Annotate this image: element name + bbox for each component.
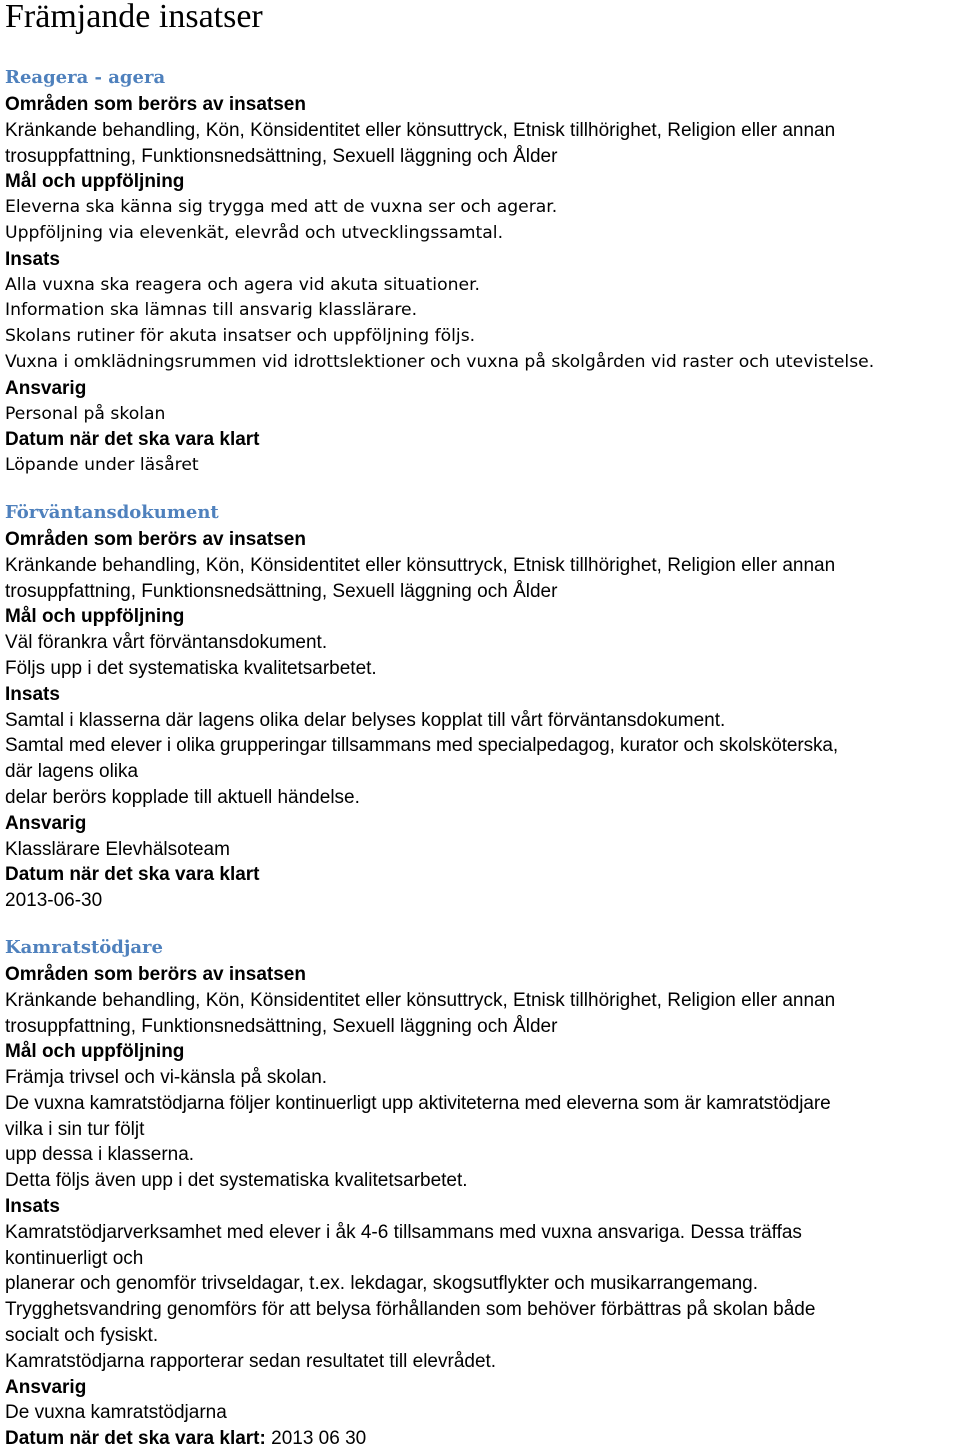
omraden-label: Områden som berörs av insatsen xyxy=(5,528,306,550)
ansvarig-value: Klasslärare Elevhälsoteam xyxy=(5,838,230,860)
datum-value: Löpande under läsåret xyxy=(5,455,199,476)
mal-line: Följs upp i det systematiska kvalitetsarbetet. xyxy=(5,657,377,679)
insats-line: planerar och genomför trivseldagar, t.ex. lekdagar, skogsutflykter och musikarrangemang. xyxy=(5,1273,758,1295)
insats-line: Skolans rutiner för akuta insatser och uppföljning följs. xyxy=(5,326,476,347)
insats-line: Samtal med elever i olika grupperingar tillsammans med specialpedagog, kurator och skolsköterska, xyxy=(5,735,839,757)
insats-line: där lagens olika xyxy=(5,761,139,783)
omraden-line: Kränkande behandling, Kön, Könsidentitet eller könsuttryck, Etnisk tillhörighet, Religion eller annan xyxy=(5,554,836,576)
ansvarig-value: De vuxna kamratstödjarna xyxy=(5,1402,227,1424)
insats-line: kontinuerligt och xyxy=(5,1247,144,1269)
mal-line: Väl förankra vårt förväntansdokument. xyxy=(5,632,328,654)
mal-line: vilka i sin tur följt xyxy=(5,1118,145,1140)
datum-value: 2013-06-30 xyxy=(5,890,103,912)
section-heading: Reagera - agera xyxy=(5,67,166,88)
omraden-line: trosuppfattning, Funktionsnedsättning, Sexuell läggning och Ålder xyxy=(5,580,558,602)
insats-line: Kamratstödjarna rapporterar sedan resultatet till elevrådet. xyxy=(5,1350,497,1372)
mal-label: Mål och uppföljning xyxy=(5,1041,185,1063)
mal-label: Mål och uppföljning xyxy=(5,171,185,193)
ansvarig-label: Ansvarig xyxy=(5,1376,87,1398)
section-forvantansdokument xyxy=(5,499,960,914)
datum-label: Datum när det ska vara klart xyxy=(5,864,260,886)
mal-line: Uppföljning via elevenkät, elevråd och utvecklingssamtal. xyxy=(5,222,504,243)
ansvarig-value: Personal på skolan xyxy=(5,403,166,424)
mal-label: Mål och uppföljning xyxy=(5,606,185,628)
insats-line: Vuxna i omklädningsrummen vid idrottslektioner och vuxna på skolgården vid raster och utevistelse. xyxy=(5,351,875,372)
insats-label: Insats xyxy=(5,248,60,270)
insats-label: Insats xyxy=(5,683,60,705)
mal-line: Eleverna ska känna sig trygga med att de vuxna ser och agerar. xyxy=(5,197,558,218)
section-kamratstodjare xyxy=(5,934,960,1452)
insats-line: Kamratstödjarverksamhet med elever i åk 4-6 tillsammans med vuxna ansvariga. Dessa träffas xyxy=(5,1221,802,1243)
ansvarig-label: Ansvarig xyxy=(5,812,87,834)
mal-line: upp dessa i klasserna. xyxy=(5,1144,195,1166)
mal-line: Främja trivsel och vi-känsla på skolan. xyxy=(5,1067,328,1089)
section-reagera-agera xyxy=(5,64,960,479)
insats-line: Trygghetsvandring genomförs för att belysa förhållanden som behöver förbättras på skolan både xyxy=(5,1299,816,1321)
datum-label: Datum när det ska vara klart: xyxy=(5,1428,266,1450)
datum-row xyxy=(5,1426,960,1452)
datum-label: Datum när det ska vara klart xyxy=(5,429,260,451)
datum-value: 2013 06 30 xyxy=(271,1428,367,1450)
page-title: Främjande insatser xyxy=(5,0,263,35)
insats-line: delar berörs kopplade till aktuell händelse. xyxy=(5,786,360,808)
insats-line: socialt och fysiskt. xyxy=(5,1325,159,1347)
insats-line: Samtal i klasserna där lagens olika delar belyses kopplat till vårt förväntansdokument. xyxy=(5,709,726,731)
omraden-line: trosuppfattning, Funktionsnedsättning, Sexuell läggning och Ålder xyxy=(5,145,558,167)
mal-line: Detta följs även upp i det systematiska kvalitetsarbetet. xyxy=(5,1170,468,1192)
section-heading: Förväntansdokument xyxy=(5,501,219,523)
insats-line: Information ska lämnas till ansvarig klasslärare. xyxy=(5,300,418,321)
insats-label: Insats xyxy=(5,1196,60,1218)
omraden-line: Kränkande behandling, Kön, Könsidentitet eller könsuttryck, Etnisk tillhörighet, Religion eller annan xyxy=(5,119,836,141)
section-heading: Kamratstödjare xyxy=(5,936,163,958)
omraden-line: trosuppfattning, Funktionsnedsättning, Sexuell läggning och Ålder xyxy=(5,1015,558,1037)
insats-line: Alla vuxna ska reagera och agera vid akuta situationer. xyxy=(5,274,481,295)
ansvarig-label: Ansvarig xyxy=(5,377,87,399)
omraden-line: Kränkande behandling, Kön, Könsidentitet eller könsuttryck, Etnisk tillhörighet, Religion eller annan xyxy=(5,989,836,1011)
mal-line: De vuxna kamratstödjarna följer kontinuerligt upp aktiviteterna med eleverna som är kamratstödjare xyxy=(5,1092,831,1114)
omraden-label: Områden som berörs av insatsen xyxy=(5,963,306,985)
omraden-label: Områden som berörs av insatsen xyxy=(5,94,306,115)
